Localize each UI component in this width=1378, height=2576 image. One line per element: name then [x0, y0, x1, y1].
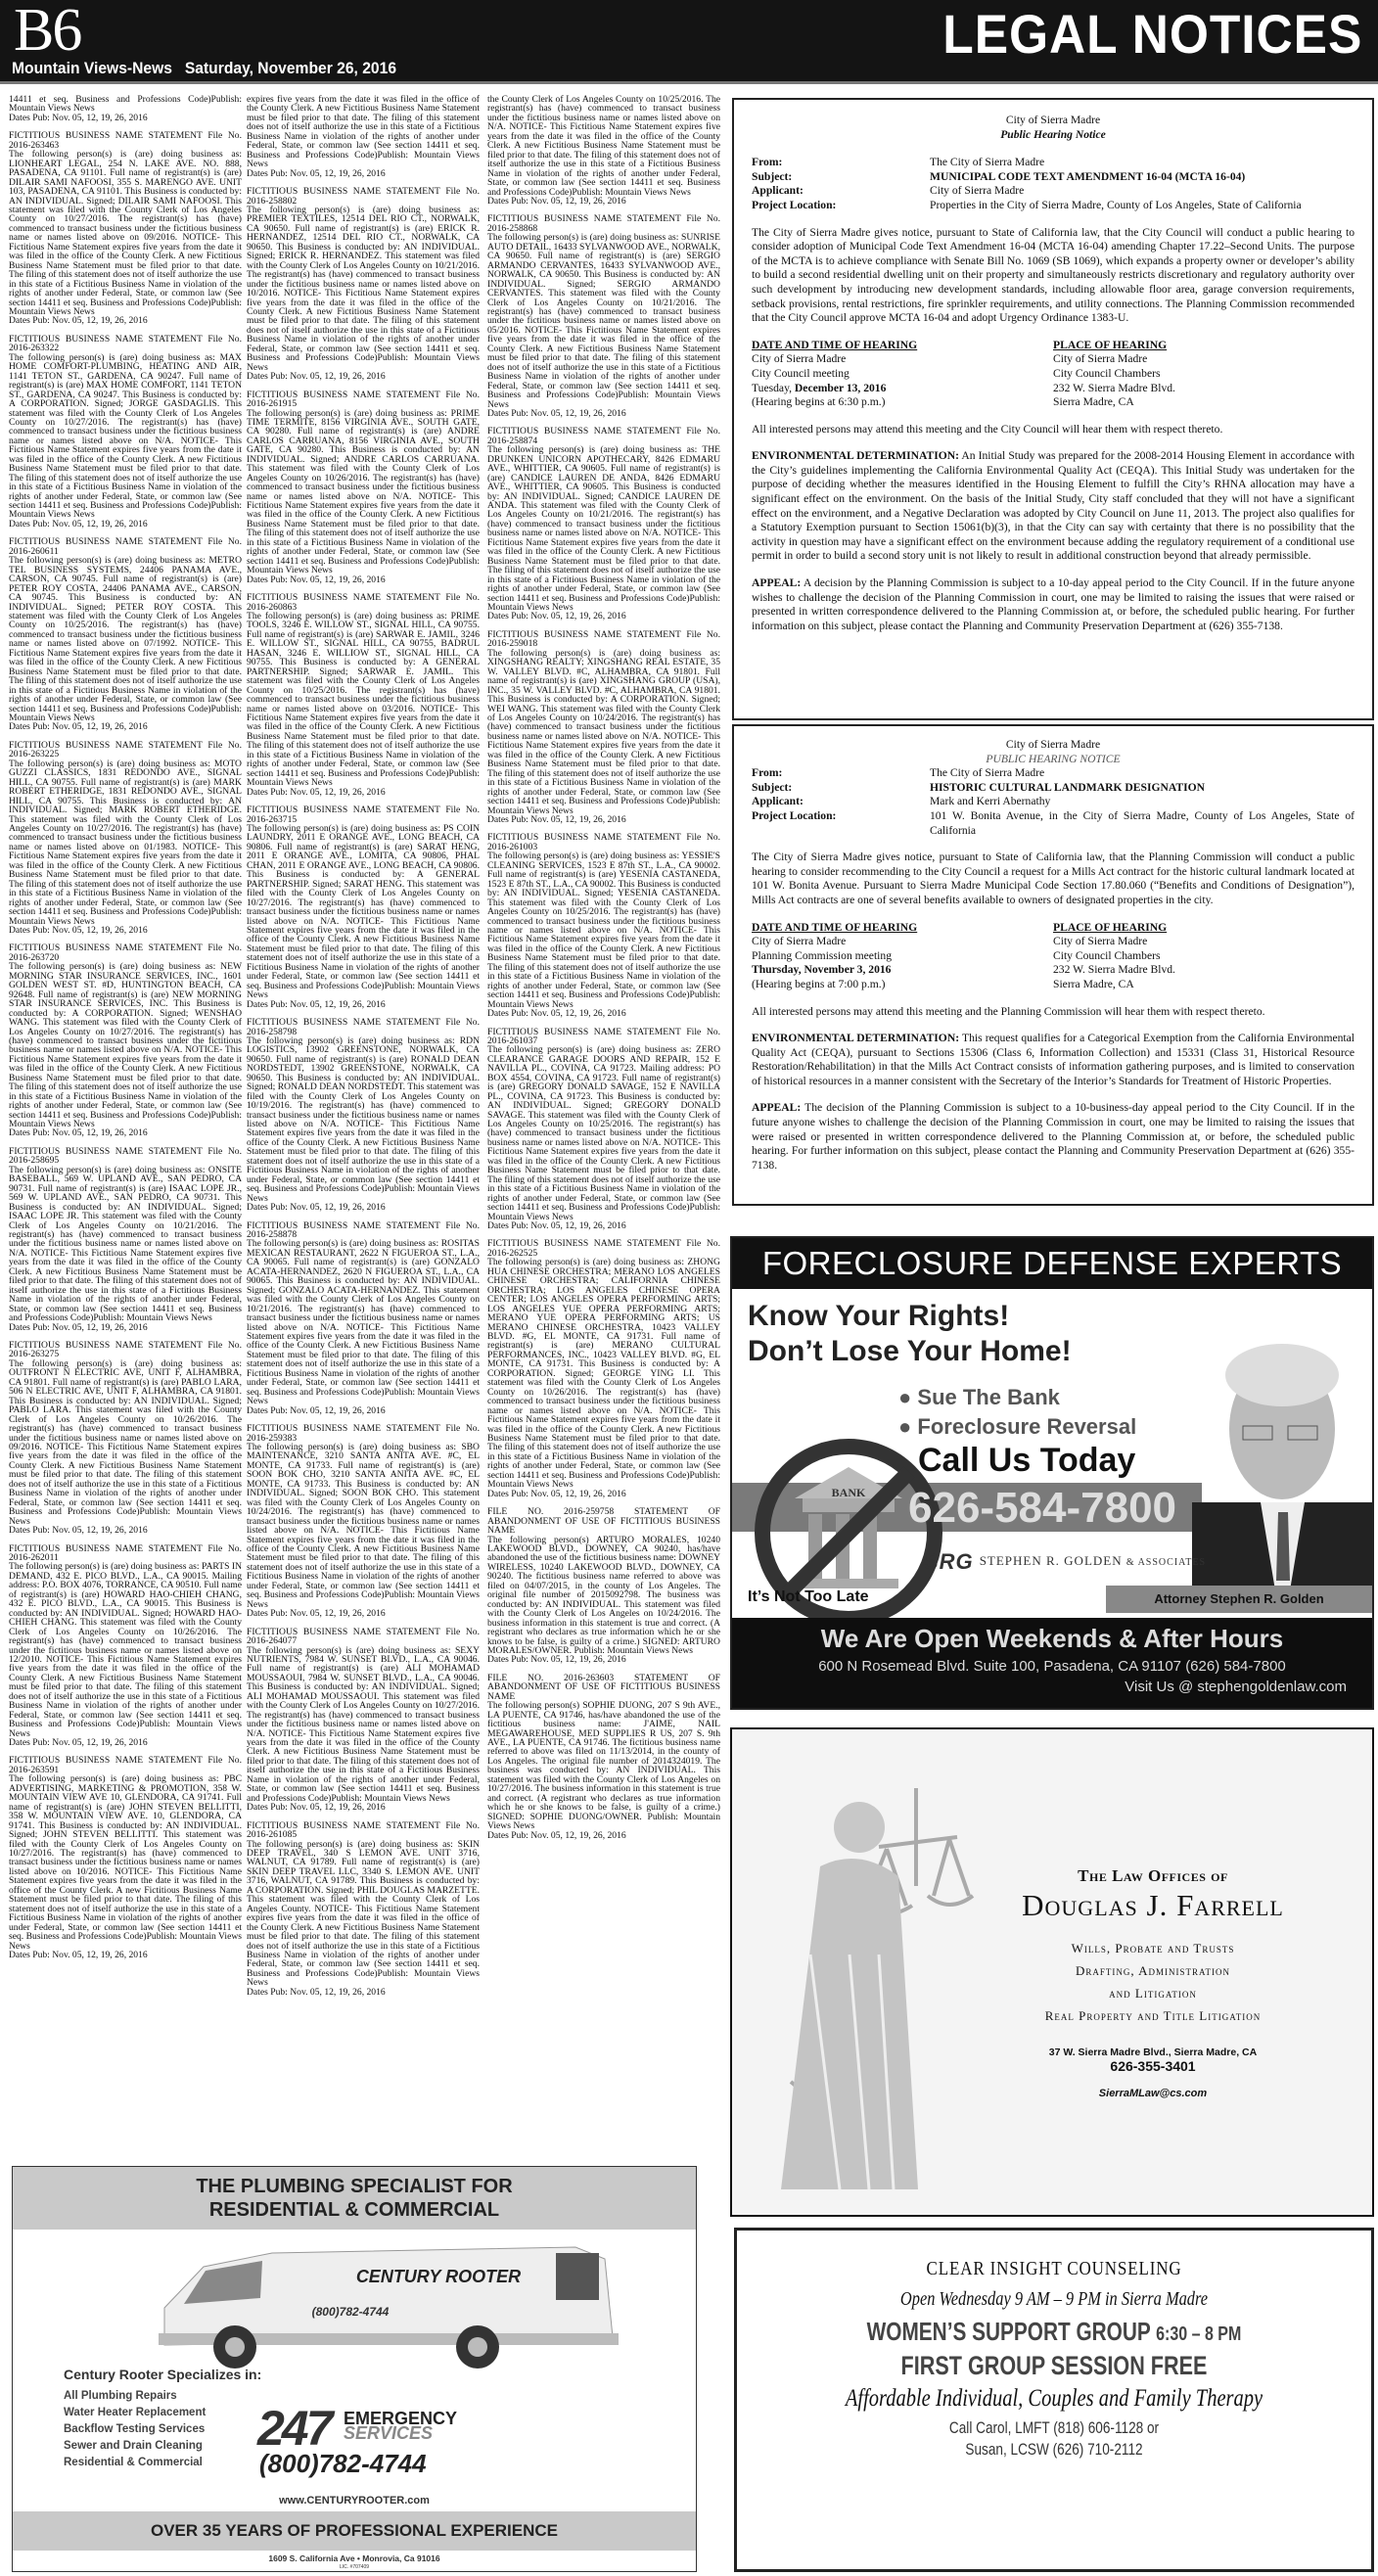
notice-heading: FICTITIOUS BUSINESS NAME STATEMENT File No. 2016-264077: [247, 1626, 480, 1647]
notice-heading: FICTITIOUS BUSINESS NAME STATEMENT File No. 2016-263463: [9, 130, 242, 151]
bullet-item: ● Foreclosure Reversal: [898, 1414, 1137, 1439]
date-line: [752, 382, 1053, 396]
page-number: B6: [14, 0, 81, 64]
notice-heading: FICTITIOUS BUSINESS NAME STATEMENT File No. 2016-263715: [247, 805, 480, 825]
notice-body: The following person(s) is (are) doing business as: METRO TEL BUSINESS SYSTEMS, 24406 PANAMA AVE., CARSON, CA 90745. Full name of registrant(s) is (are) PETER ROY COSTA, 24406 PANAMA AVE., CARSON, CA 90745. This Business is conducted by: AN INDIVIDUAL. Signed; PETER ROY COSTA. This statement was filed with the County Clerk of Los Angeles County on 10/25/2016. The registrant(s) has (have) commenced to transact business under the fictitious business name or names listed above on 07/1992.: [9, 555, 242, 650]
masthead: [0, 0, 1378, 84]
service-van-image: [145, 2239, 634, 2372]
appeal: [752, 1101, 1355, 1173]
publication-dates: Dates Pub: Nov. 05, 12, 19, 26, 2016: [487, 1829, 626, 1841]
date-line: City of Sierra Madre: [752, 935, 847, 948]
appeal-label: APPEAL:: [752, 576, 802, 590]
date-line: City Council meeting: [752, 366, 850, 380]
appeal-text: The decision of the Planning Commission is subject to a 10-business-day appeal period to the City Council. If in the future anyone wishes to challenge the decision of the Planning Commission in court, one may be limited to raising the issues that were raised or presented in written correspondence delivered to the Planning Commission at, or before, the scheduled public hearing. For further information on this subject, please contact the Planning and Community Preservation Department at (626) 355-7138.: [752, 1101, 1355, 1172]
notice-body: The following person(s) is (are) doing business as: ZERO CLEARANCE GARAGE DOORS AND REPAIR, 152 E NAVILLA PL., COVINA, CA 91723. Mailing address: PO BOX 4554, COVINA, CA 91723. Full name of registrant(s) is (are) GREGORY DONALD SAVAGE, 152 E NAVILLA PL., COVINA, CA 91723. This Business is conducted by: AN INDIVIDUAL. Signed; GREGORY DONALD SAVAGE. This statement was filed with the County Clerk of Los Angeles County on 10/25/2016. The registrant(s) has (have) commenced to transact business under the fictitious business name or names listed above on N/A.: [487, 1044, 720, 1148]
law-office-ad: [730, 1727, 1374, 2217]
place-line: City Council Chambers: [1053, 948, 1161, 962]
publication-dates: Dates Pub: Nov. 05, 12, 19, 26, 2016: [247, 998, 386, 1010]
plumbing-website[interactable]: www.CENTURYROOTER.com: [279, 2495, 430, 2507]
service-item: Drafting, Administration: [1075, 1963, 1231, 1978]
applicant-value: City of Sierra Madre: [930, 184, 1025, 198]
legal-notice: [487, 833, 720, 1018]
experience-banner: OVER 35 YEARS OF PROFESSIONAL EXPERIENCE: [13, 2511, 696, 2551]
location-label: Project Location:: [752, 198, 837, 211]
attend-text: All interested persons may attend this meeting and the Planning Commission will hear them with respect thereto.: [752, 1004, 1265, 1018]
notice-boilerplate: NOTICE- This Fictitious Name Statement expires five years from the date it was filed in the office of the County Clerk. A new Fictitious Business Name Statement must be filed prior to that date. The filing of this statement does not of itself authorize the use in this state of a Fictitious Business Name in violation of the rights of another under Federal, State, or common law (See section 14411 et seq. Business and Professions Code)Publish: Mountain Views News: [487, 730, 720, 816]
notice-body: The following person(s) is (are) doing business as: PREMIER TEXTILES, 12514 DEL RIO CT., NORWALK, CA 90650. Full name of registrant(s) is (are) ERICK R. HERNANDEZ, 12514 DEL RIO CT., NORWALK, CA 90650. This Business is conducted by: AN INDIVIDUAL. Signed; ERICK R. HERNANDEZ. This statement was filed with the County Clerk of Los Angeles County on 10/21/2016. The registrant(s) has (have) commenced to transact business under the fictitious business name or names listed above on 10/2016.: [247, 204, 480, 299]
legal-column-1: [9, 95, 242, 2160]
bank-label: BANK: [831, 1486, 866, 1499]
notice-boilerplate: NOTICE- This Fictitious Name Statement expires five years from the date it was filed in the office of the County Clerk. A new Fictitious Business Name Statement must be filed prior to that date. The filing of this statement does not of itself authorize the use in this state of a Fictitious Business Name in violation of the rights of another under Federal, State, or common law (See section 14411 et seq. Business and Professions Code)Publish: Mountain Views News: [9, 232, 242, 317]
section-title: LEGAL NOTICES: [942, 3, 1362, 65]
publication-dates: Dates Pub: Nov. 05, 12, 19, 26, 2016: [9, 112, 148, 123]
free-session: FIRST GROUP SESSION FREE: [900, 2351, 1208, 2380]
service-item: Wills, Probate and Trusts: [1071, 1941, 1235, 1955]
place-line: City Council Chambers: [1053, 366, 1161, 380]
notice-boilerplate: NOTICE- This Fictitious Name Statement expires five years from the date it was filed in the office of the County Clerk. A new Fictitious Business Name Statement must be filed prior to that date. The filing of this statement does not of itself authorize the use in this state of a Fictitious Business Name in violation of the rights of another under Federal, State, or common law (See section 14411 et seq. Business and Professions Code)Publish: Mountain Views News: [9, 1044, 242, 1130]
notice-heading: FICTITIOUS BUSINESS NAME STATEMENT File No. 2016-261915: [247, 389, 480, 410]
notice-body: the County Clerk of Los Angeles County on 10/25/2016. The registrant(s) has (have) commenced to transact business under the fictitious business name or names listed above on N/A.: [487, 95, 720, 133]
from-label: From:: [752, 156, 783, 169]
notice-heading: FICTITIOUS BUSINESS NAME STATEMENT File No. 2016-262525: [487, 1238, 720, 1259]
notice-body: The following person(s) is (are) doing business as: ZHONG HUA CHINESE ORCHESTRA; MERANO LOS ANGELES CHINESE ORCHESTRA; CALIFORNIA CHINESE ORCHESTRA; LOS ANGELES CHINESE OPERA CENTER; LOS ANGELES OPERA PERFORMING ARTS; LOS ANGELES YUE OPERA PERFORMING ARTS; MERANO YUE OPERA PERFORMING ARTS; US MERANO CHINESE ORCHESTRA, 10423 VALLEY BLVD. #G, EL MONTE, CA 91731. Full name of registrant(s) is (are) MERANO CULTURAL PERFORMANCES, INC., 10423 VALLEY BLVD. #G, EL MONTE, CA 91731. This Business is conducted by: A CORPORATION. Signed; GEORGE YING LI. This statement was filed with the County Clerk of Los Angeles County on 10/26/2016. The registrant(s) has (have) commenced to transact business under the fictitious business name or names listed above on N/A.: [487, 1257, 720, 1416]
counseling-hours: Open Wednesday 9 AM – 9 PM in Sierra Madre: [899, 2288, 1209, 2310]
hearing-date-block: [752, 339, 1053, 410]
hearing-notice-landmark: [732, 724, 1374, 1206]
place-line: Sierra Madre, CA: [1053, 977, 1134, 990]
notice-body: The following person(s) is (are) doing business as: PBC ADVERTISING, MARKETING & PROMOTION, 358 W. MOUNTAIN VIEW AVE 10, GLENDORA, CA 91741. Full name of registrant(s) is (are) JOHN STEVEN BELLITTI, 358 W. MOUNTAIN VIEW AVE. 10, GLENDORA, CA 91741. This Business is conducted by: AN INDIVIDUAL. Signed; JOHN STEVEN BELLITTI. This statement was filed with the County Clerk of Los Angeles County on 10/27/2016. The registrant(s) has (have) commenced to transact business under the fictitious business name or names listed above on 10/2016.: [9, 1773, 242, 1877]
specializes-heading: Century Rooter Specializes in:: [64, 2367, 262, 2382]
notice-boilerplate: NOTICE- This Fictitious Name Statement expires five years from the date it was filed in the office of the County Clerk. A new Fictitious Business Name Statement must be filed prior to that date. The filing of this statement does not of itself authorize the use in this state of a Fictitious Business Name in violation of the rights of another under Federal, State, or common law (See section 14411 et seq. Business and Professions Code)Publish: Mountain Views News: [487, 1136, 720, 1222]
notice-heading: FICTITIOUS BUSINESS NAME STATEMENT File No. 2016-259018: [487, 628, 720, 650]
headline-2: RESIDENTIAL & COMMERCIAL: [208, 2199, 500, 2221]
legal-notice: [247, 1628, 480, 1813]
law-office-prefix: The Law Offices of: [1078, 1866, 1228, 1885]
notice-heading: FICTITIOUS BUSINESS NAME STATEMENT File No. 2016-260611: [9, 536, 242, 557]
srg-logo: SRG: [924, 1549, 974, 1574]
notice-body: The following person(s) ARTURO MORALES, 10240 LAKEWOOD BLVD., DOWNEY, CA 90240, has/have abandoned the use of the fictitious business name: DOWNEY WIRELESS, 10240 LAKEWOOD BLVD., DOWNEY, CA 90240. The fictitious business name referred to above was filed on 04/07/2015, in the county of Los Angeles. The original file number of 2015092798. The business was conducted by: AN INDIVIDUAL. This statement was filed with the County Clerk of Los Angeles on 10/24/2016. The business information in this statement is true and correct. (A registrant who declares as true information which he or she knows to be false, is guilty of a crime.) SIGNED: ARTURO MORALES/OWNER. Publish: Mountain Views News: [487, 1534, 720, 1656]
notice-boilerplate: NOTICE- This Fictitious Name Statement expires five years from the date it was filed in the office of the County Clerk. A new Fictitious Business Name Statement must be filed prior to that date. The filing of this statement does not of itself authorize the use in this state of a Fictitious Business Name in violation of the rights of another under Federal, State, or common law (See section 14411 et seq. Business and Professions Code)Publish: Mountain Views News: [247, 1321, 480, 1407]
notice-heading: FICTITIOUS BUSINESS NAME STATEMENT File No. 2016-261085: [247, 1819, 480, 1841]
legal-notice: [247, 187, 480, 382]
place-line: 232 W. Sierra Madre Blvd.: [1053, 381, 1175, 394]
notice-heading: FICTITIOUS BUSINESS NAME STATEMENT File No. 2016-258868: [487, 213, 720, 234]
bullet-text: Foreclosure Reversal: [917, 1414, 1137, 1439]
notice-body: The following person(s) is (are) doing business as: PARTS IN DEMAND, 432 E. PICO BLVD., L.A., CA 90015. Mailing address: P.O. BOX 4076, TORRANCE, CA 90510. Full name of registrant(s) is (are) HOWARD HAO-CHIEH CHANG, 432 E. PICO BLVD., L.A., CA 90015. This Business is conducted by: AN INDIVIDUAL. Signed; HOWARD HAO-CHIEH CHANG. This statement was filed with the County Clerk of Los Angeles County on 10/26/2016. The registrant(s) has (have) commenced to transact business under the fictitious business name or names listed above on 12/2010.: [9, 1561, 242, 1665]
service-item: All Plumbing Repairs: [64, 2390, 177, 2402]
legal-notice: [247, 391, 480, 585]
issue-date: Saturday, November 26, 2016: [184, 59, 397, 77]
ad-address: 600 N Rosemead Blvd. Suite 100, Pasadena, CA 91107 (626) 584-7800: [818, 1658, 1286, 1675]
publication-dates: Dates Pub: Nov. 05, 12, 19, 26, 2016: [9, 1321, 148, 1333]
legal-notice: [247, 1821, 480, 1998]
support-group-label: WOMEN’S SUPPORT GROUP: [866, 2317, 1157, 2346]
notice-boilerplate: NOTICE- This Fictitious Name Statement expires five years from the date it was filed in the office of the County Clerk. A new Fictitious Business Name Statement must be filed prior to that date. The filing of this statement does not of itself authorize the use in this state of a Fictitious Business Name in violation of the rights of another under Federal, State, or common law (See section 14411 et seq. Business and Professions Code)Publish: Mountain Views News: [9, 841, 242, 927]
notice-body: The following person(s) is (are) doing business as: LIONHEART LEGAL, 254 N. LAKE AVE. NO. 888, PASADENA, CA 91101. Full name of registrant(s) is (are) DILAIR SAMI NAFOOSI, 355 S. MARENGO AVE. UNIT 103, PASADENA, CA 91101. This Business is conducted by: AN INDIVIDUAL. Signed; DILAIR SAMI NAFOOSI. This statement was filed with the County Clerk of Los Angeles County on 10/27/2016. The registrant(s) has (have) commenced to transact business under the fictitious business name or names listed above on 09/2016.: [9, 149, 242, 244]
notice-body: The following person(s) is (are) doing business as: NEW MORNING STAR INSURANCE SERVICES, INC., 1601 GOLDEN WEST ST. #D, HUNTINGTON BEACH, CA 92648. Full name of registrant(s) is (are) NEW MORNING STAR INSURANCE SERVICES, INC. This Business is conducted by: A CORPORATION. Signed; WENSHAO WANG. This statement was filed with the County Clerk of Los Angeles County on 10/27/2016. The registrant(s) has (have) commenced to transact business under the fictitious business name or names listed above on N/A.: [9, 961, 242, 1056]
service-item: and Litigation: [1109, 1986, 1197, 2001]
hearing-date-block: [752, 921, 1053, 992]
notice-body: The following person(s) is (are) doing business as: YESSIE'S CLEANING SERVICES, 1523 E 87th ST., L.A., CA 90002. Full name of registrant(s) is (are) YESENIA CASTANEDA, 1523 E 87th ST., L.A., CA 90002. This Business is conducted by: AN INDIVIDUAL. Signed; YESENIA CASTANEDA. This statement was filed with the County Clerk of Los Angeles County on 10/25/2016. The registrant(s) has (have) commenced to transact business under the fictitious business name or names listed above on N/A.: [487, 851, 720, 936]
van-phone: (800)782-4744: [311, 2305, 390, 2319]
hearing-place-block: [1053, 339, 1355, 410]
hearing-weekday: Tuesday,: [752, 381, 795, 394]
notice-boilerplate: NOTICE- This Fictitious Name Statement expires five years from the date it was filed in the office of the County Clerk. A new Fictitious Business Name Statement must be filed prior to that date. The filing of this statement does not of itself authorize the use in this state of a Fictitious Business Name in violation of the rights of another under Federal, State, or common law (See section 14411 et seq. Business and Professions Code)Publish: Mountain Views News: [247, 1727, 480, 1804]
notice-boilerplate: NOTICE- This Fictitious Name Statement expires five years from the date it was filed in the office of the County Clerk. A new Fictitious Business Name Statement must be filed prior to that date. The filing of this statement does not of itself authorize the use in this state of a Fictitious Business Name in violation of the rights of another under Federal, State, or common law (See section 14411 et seq. Business and Professions Code)Publish: Mountain Views News: [487, 324, 720, 410]
legal-notice: [9, 741, 242, 936]
publication-dates: Dates Pub: Nov. 05, 12, 19, 26, 2016: [247, 1202, 386, 1214]
env-determination: [752, 449, 1355, 564]
publication-dates: Dates Pub: Nov. 05, 12, 19, 26, 2016: [9, 315, 148, 327]
plumbing-phone[interactable]: (800)782-4744: [259, 2449, 427, 2478]
subject-label: Subject:: [752, 169, 793, 183]
notice-body: The following person(s) is (are) doing business as: SEXY NUTRIENTS, 7984 W. SUNSET BLVD., L.A., CA 90046. Full name of registrant(s) is (are) ALI MOHAMAD MOUSSAOUI, 7984 W. SUNSET BLVD., L.A., CA 90046. This Business is conducted by: AN INDIVIDUAL. Signed; ALI MOHAMAD MOUSSAOUI. This statement was filed with the County Clerk of Los Angeles County on 10/27/2016. The registrant(s) has (have) commenced to transact business under the fictitious business name or names listed above on N/A.: [247, 1644, 480, 1739]
publication-dates: Dates Pub: Nov. 05, 12, 19, 26, 2016: [487, 1008, 626, 1020]
legal-notice: [247, 593, 480, 797]
service-item: Real Property and Title Litigation: [1044, 2008, 1262, 2023]
legal-notice: [9, 943, 242, 1138]
service-item: Backflow Testing Services: [64, 2423, 206, 2435]
notice-heading: FILE NO. 2016-263603 STATEMENT OF ABANDONMENT OF USE OF FICTITIOUS BUSINESS NAME: [487, 1672, 720, 1702]
notice-boilerplate: NOTICE- This Fictitious Name Statement expires five years from the date it was filed in the office of the County Clerk. A new Fictitious Business Name Statement must be filed prior to that date. The filing of this statement does not of itself authorize the use in this state of a Fictitious Business Name in violation of the rights of another under Federal, State, or common law (See section 14411 et seq. Business and Professions Code)Publish: Mountain Views News: [9, 1441, 242, 1527]
notice-boilerplate: NOTICE- This Fictitious Name Statement expires five years from the date it was filed in the office of the County Clerk. A new Fictitious Business Name Statement must be filed prior to that date. The filing of this statement does not of itself authorize the use in this state of a Fictitious Business Name in violation of the rights of another under Federal, State, or common law (See section 14411 et seq. Business and Professions Code)Publish: Mountain Views News: [487, 924, 720, 1010]
notice-body: The following person(s) is (are) doing business as: ONSITE BASEBALL, 569 W. UPLAND AVE., SAN PEDRO, CA 90731. Full name of registrant(s) is (are) ISAAC LOPE JR., 569 W. UPLAND AVE., SAN PEDRO, CA 90731. This Business is conducted by: AN INDIVIDUAL. Signed; ISAAC LOPE JR. This statement was filed with the County Clerk of Los Angeles County on 10/21/2016. The registrant(s) has (have) commenced to transact business under the fictitious business name or names listed above on N/A.: [9, 1164, 242, 1259]
emergency-label: EMERGENCY: [344, 2409, 458, 2428]
publication-dates: Dates Pub: Nov. 05, 12, 19, 26, 2016: [247, 167, 386, 179]
law-phone[interactable]: 626-355-3401: [1110, 2058, 1196, 2074]
notice-body: The following person(s) is (are) doing business as: ROSITAS MEXICAN RESTAURANT, 2622 N FIGUEROA ST., L.A., CA 90065. Full name of registrant(s) is (are) GONZALO ACATA-HERNANDEZ, 2620 N FIGUEROA ST., L.A., CA 90065. This Business is conducted by: AN INDIVIDUAL. Signed; GONZALO ACATA-HERNANDEZ. This statement was filed with the County Clerk of Los Angeles County on 10/21/2016. The registrant(s) has (have) commenced to transact business under the fictitious business name or names listed above on N/A.: [247, 1238, 480, 1333]
publication-dates: Dates Pub: Nov. 05, 12, 19, 26, 2016: [487, 407, 626, 419]
publication-dates: Dates Pub: Nov. 05, 12, 19, 26, 2016: [247, 786, 386, 798]
subject-value: MUNICIPAL CODE TEXT AMENDMENT 16-04 (MCTA 16-04): [930, 169, 1246, 183]
notice-heading: FICTITIOUS BUSINESS NAME STATEMENT File No. 2016-258878: [247, 1219, 480, 1241]
legal-notice: [9, 1147, 242, 1332]
plumbing-ad: [12, 2166, 697, 2572]
env-determination: [752, 1032, 1355, 1088]
legal-notice: [9, 1756, 242, 1959]
legal-notice: [9, 131, 242, 326]
notice-body: The following person(s) is (are) doing business as: PRIME TIME TERMITE, 8156 VIRGINIA AVE., SOUTH GATE, CA 90280. Full name of registrant(s) is (are) ANDRE CARLOS CARRUANA, 8156 VIRGINIA AVE., SOUTH GATE, CA 90280. This Business is conducted by: AN INDIVIDUAL. Signed; ANDRE CARLOS CARRUANA. This statement was filed with the County Clerk of Los Angeles County on 10/26/2016. The registrant(s) has (have) commenced to transact business under the fictitious business name or names listed above on N/A.: [247, 407, 480, 502]
legal-notice: [247, 1018, 480, 1213]
from-value: The City of Sierra Madre: [930, 766, 1045, 780]
paper-dateline: [12, 59, 396, 78]
publication-dates: Dates Pub: Nov. 05, 12, 19, 26, 2016: [487, 1488, 626, 1499]
headline-1: THE PLUMBING SPECIALIST FOR: [196, 2176, 513, 2197]
ad-phone[interactable]: 626-584-7800: [908, 1484, 1177, 1532]
legal-notice: [9, 335, 242, 529]
call-us-today: Call Us Today: [918, 1442, 1136, 1479]
date-heading: DATE AND TIME OF HEARING: [752, 920, 918, 934]
notice-kind: PUBLIC HEARING NOTICE: [986, 752, 1121, 765]
notice-heading: FICTITIOUS BUSINESS NAME STATEMENT File No. 2016-263275: [9, 1340, 242, 1360]
publication-dates: Dates Pub: Nov. 05, 12, 19, 26, 2016: [247, 1802, 386, 1814]
notice-heading: FICTITIOUS BUSINESS NAME STATEMENT File No. 2016-262011: [9, 1542, 242, 1563]
legal-notice: [247, 95, 480, 178]
emergency-services: [344, 2409, 458, 2443]
publication-dates: Dates Pub: Nov. 05, 12, 19, 26, 2016: [9, 1127, 148, 1139]
service-item: Residential & Commercial: [64, 2457, 203, 2468]
notice-boilerplate: NOTICE- This Fictitious Name Statement expires five years from the date it was filed in the office of the County Clerk. A new Fictitious Business Name Statement must be filed prior to that date. The filing of this statement does not of itself authorize the use in this state of a Fictitious Business Name in violation of the rights of another under Federal, State, or common law (See section 14411 et seq. Business and Professions Code)Publish: Mountain Views News: [9, 1247, 242, 1324]
notice-heading: FICTITIOUS BUSINESS NAME STATEMENT File No. 2016-258874: [487, 426, 720, 446]
notice-body: The following person(s) is (are) doing business as: SUNRISE AUTO DETAIL, 16433 SYLVANWOOD AVE., NORWALK, CA 90650. Full name of registrant(s) is (are) SERGIO ARMANDO CERVANTES, 16433 SYLVANWOOD AVE., NORWALK, CA 90650. This Business is conducted by: AN INDIVIDUAL. Signed; SERGIO ARMANDO CERVANTES. This statement was filed with the County Clerk of Los Angeles County on 10/21/2016. The registrant(s) has (have) commenced to transact business under the fictitious business name or names listed above on 05/2016.: [487, 232, 720, 336]
notice-heading: FICTITIOUS BUSINESS NAME STATEMENT File No. 2016-263591: [9, 1755, 242, 1775]
counseling-ad: [734, 2228, 1374, 2572]
publication-dates: Dates Pub: Nov. 05, 12, 19, 26, 2016: [487, 611, 626, 622]
open-hours: We Are Open Weekends & After Hours: [820, 1624, 1284, 1653]
law-email[interactable]: SierraMLaw@cs.com: [1098, 2088, 1208, 2099]
notice-body: The following person(s) is (are) doing business as: OUTFRONT N ELECTRIC AVE, UNIT F, ALHAMBRA, CA 91801. Full name of registrant(s) is (are) PABLO LARA, 506 N ELECTRIC AVE, UNIT F, ALHAMBRA, CA 91801. This Business is conducted by: AN INDIVIDUAL. Signed; PABLO LARA. This statement was filed with the County Clerk of Los Angeles County on 10/26/2016. The registrant(s) has (have) commenced to transact business under the fictitious business name or names listed above on 09/2016.: [9, 1357, 242, 1452]
bullet-item: ● Sue The Bank: [898, 1385, 1060, 1409]
publication-dates: Dates Pub: Nov. 05, 12, 19, 26, 2016: [9, 518, 148, 529]
applicant-value: Mark and Kerri Abernathy: [930, 795, 1051, 808]
notice-heading: FICTITIOUS BUSINESS NAME STATEMENT File No. 2016-258802: [247, 186, 480, 207]
plumbing-address: 1609 S. California Ave • Monrovia, Ca 91016: [268, 2553, 440, 2563]
legal-notice: [487, 214, 720, 418]
legal-notice: [9, 537, 242, 732]
firm-logo: [924, 1549, 1206, 1575]
notice-body: 14411 et seq. Business and Professions Code)Publish: Mountain Views News: [9, 95, 242, 115]
notice-body: The following person(s) is (are) doing business as: PS COIN LAUNDRY, 2011 E ORANGE AVE., LONG BEACH, CA 90806. Full name of registrant(s) is (are) SARAT HENG, 2011 E ORANGE AVE., LOMITA, CA 90806, PHAL CHAN, 2011 E ORANGE AVE., LONG BEACH, CA 90806. This Business is conducted by: A GENERAL PARTNERSHIP. Signed; SARAT HENG. This statement was filed with the County Clerk of Los Angeles County on 10/27/2016. The registrant(s) has (have) commenced to transact business under the fictitious business name or names listed above on N/A.: [247, 822, 480, 927]
legal-notice: [487, 1507, 720, 1665]
notice-body: The following person(s) is (are) doing business as: THE DRUNKEN UNICORN APOTHECARY, 8426 EDMARU AVE., WHITTIER, CA 90605. Full name of registrant(s) is (are) CANDICE LAUREN DE ANDA, 8426 EDMARU AVE., WHITTIER, CA 90605. This Business is conducted by: AN INDIVIDUAL. Signed; CANDICE LAUREN DE ANDA. This statement was filed with the County Clerk of Los Angeles County on 10/21/2016. The registrant(s) has (have) commenced to transact business under the fictitious business name or names listed above on N/A.: [487, 444, 720, 539]
notice-boilerplate: NOTICE- This Fictitious Name Statement expires five years from the date it was filed in the office of the County Clerk. A new Fictitious Business Name Statement must be filed prior to that date. The filing of this statement does not of itself authorize the use in this state of a Fictitious Business Name in violation of the rights of another under Federal, State, or common law (See section 14411 et seq. Business and Professions Code)Publish: Mountain Views News: [247, 490, 480, 576]
paper-name: Mountain Views-News: [12, 59, 172, 77]
attend-text: All interested persons may attend this meeting and the City Council will hear them with respect thereto.: [752, 422, 1223, 436]
counseling-name: CLEAR INSIGHT COUNSELING: [926, 2258, 1182, 2279]
env-label: ENVIRONMENTAL DETERMINATION:: [752, 1032, 960, 1045]
firm-name-2: & ASSOCIATES: [1125, 1556, 1207, 1568]
place-heading: PLACE OF HEARING: [1053, 920, 1168, 934]
env-text: This request qualifies for a Categorical Exemption from the California Environmental Quality Act (CEQA), pursuant to Sections 15306 (Class 6, Information Collection) and 15331 (Class 31, Historical Resource Restoration/Rehabilitation) in that the Mills Act Contract consists of information gathering purposes, and is limited to conservation of historical resources in a manner consistent with the Secretary of the Interior’s Standards for Treatment of Historic Properties.: [752, 1032, 1355, 1087]
notice-boilerplate: NOTICE- This Fictitious Name Statement expires five years from the date it was filed in the office of the County Clerk. A new Fictitious Business Name Statement must be filed prior to that date. The filing of this statement does not of itself authorize the use in this state of a Fictitious Business Name in violation of the rights of another under Federal, State, or common law (See section 14411 et seq. Business and Professions Code)Publish: Mountain Views News: [9, 638, 242, 723]
law-office-text: [947, 1866, 1358, 2099]
hearing-notice-mcta: [732, 98, 1374, 720]
notice-body: The following person(s) is (are) doing business as: PRIME TOOLS, 3246 E. WILLOW ST., SIGNAL HILL, CA 90755. Full name of registrant(s) is (are) SARWAR E. JAMIL, 3246 E. WILLOW ST., SIGNAL HILL, CA 90755, BADRUL HASAN, 3246 E. WILLIOW ST., SIGNAL HILL, CA 90755. This Business is conducted by: A GENERAL PARTNERSHIP. Signed; SARWAR E. JAMIL. This statement was filed with the County Clerk of Los Angeles County on 10/25/2016. The registrant(s) has (have) commenced to transact business under the fictitious business name or names listed above on 03/2016.: [247, 611, 480, 714]
location-label: Project Location:: [752, 808, 837, 822]
env-text: An Initial Study was prepared for the 2008-2014 Housing Element in accordance with the City’s guidelines implementing the California Environmental Quality Act (CEQA). This Initial Study was undertaken for the purpose of deciding whether the measures identified in the Housing Element to fulfill the City’s RHNA allocation may have a significant effect on the environment. On the basis of the Initial Study, City staff concluded that they will not have a significant effect on the environment, and a Negative Declaration was adopted by City Council on June 11, 2013. The project also qualifies for a Statutory Exemption pursuant to Section 15061(b)(3), in that the City can say with certainty that there is no possibility that the activity in question may have a significant effect on the environment because adding the regulatory requirement of a conditional use permit in order to build a second story unit is not likely to result in additional construction beyond that already permissible.: [752, 449, 1355, 563]
appeal-label: APPEAL:: [752, 1101, 802, 1115]
notice-boilerplate: NOTICE- This Fictitious Name Statement expires five years from the date it was filed in the office of the County Clerk. A new Fictitious Business Name Statement must be filed prior to that date. The filing of this statement does not of itself authorize the use in this state of a Fictitious Business Name in violation of the rights of another under Federal, State, or common law (See section 14411 et seq. Business and Professions Code)Publish: Mountain Views News: [9, 1865, 242, 1952]
ad-headline: [748, 1299, 1072, 1369]
applicant-label: Applicant:: [752, 184, 804, 198]
ad-footer: [732, 1618, 1372, 1710]
notice-body: The following person(s) is (are) doing business as: SBO MAINTENANCE, 3210 SANTA ANITA AVE. #C, EL MONTE, CA 91733. Full name of registrant(s) is (are) SOON BOK CHO, 3210 SANTA ANITA AVE. #C, EL MONTE, CA 91733. This Business is conducted by: AN INDIVIDUAL. Signed; SOON BOK CHO. This statement was filed with the County Clerk of Los Angeles County on 10/24/2016. The registrant(s) has (have) commenced to transact business under the fictitious business name or names listed above on N/A.: [247, 1441, 480, 1537]
bullet-text: Sue The Bank: [917, 1385, 1060, 1409]
law-address: 37 W. Sierra Madre Blvd., Sierra Madre, CA: [1048, 2047, 1258, 2058]
plumbing-license: LIC. #707409: [339, 2564, 370, 2570]
hearing-date: Thursday, November 3, 2016: [752, 963, 892, 977]
legal-notice: [9, 1544, 242, 1748]
place-line: 232 W. Sierra Madre Blvd.: [1053, 963, 1175, 977]
legal-notice: [487, 630, 720, 825]
legal-notice: [9, 95, 242, 122]
publication-dates: Dates Pub: Nov. 05, 12, 19, 26, 2016: [247, 1986, 386, 1998]
date-line: Planning Commission meeting: [752, 948, 892, 962]
from-value: The City of Sierra Madre: [930, 156, 1045, 169]
notice-boilerplate: NOTICE- This Fictitious Name Statement expires five years from the date it was filed in the office of the County Clerk. A new Fictitious Business Name Statement must be filed prior to that date. The filing of this statement does not of itself authorize the use in this state of a Fictitious Business Name in violation of the rights of another under Federal, State, or common law (See section 14411 et seq. Business and Professions Code)Publish: Mountain Views News: [247, 1525, 480, 1610]
from-label: From:: [752, 766, 783, 780]
publication-dates: Dates Pub: Nov. 05, 12, 19, 26, 2016: [247, 1404, 386, 1416]
publication-dates: Dates Pub: Nov. 05, 12, 19, 26, 2016: [247, 371, 386, 383]
ad-bullets: [898, 1383, 1136, 1442]
not-too-late: It’s Not Too Late: [748, 1588, 869, 1605]
notice-city: City of Sierra Madre: [1005, 738, 1101, 751]
notice-heading: FICTITIOUS BUSINESS NAME STATEMENT File No. 2016-258695: [9, 1145, 242, 1167]
support-group-time: 6:30 – 8 PM: [1156, 2323, 1242, 2345]
legal-notice: [247, 1221, 480, 1416]
location-value: 101 W. Bonita Avenue, in the City of Sierra Madre, County of Los Angeles, State of California: [930, 808, 1355, 837]
attorney-photo: [1192, 1336, 1374, 1590]
ad-website[interactable]: Visit Us @ stephengoldenlaw.com: [1125, 1679, 1347, 1695]
notice-boilerplate: NOTICE- This Fictitious Name Statement expires five years from the date it was filed in the office of the County Clerk. A new Fictitious Business Name Statement must be filed prior to that date. The filing of this statement does not of itself authorize the use in this state of a Fictitious Business Name in violation of the rights of another under Federal, State, or common law (See section 14411 et seq. Business and Professions Code)Publish: Mountain Views News: [487, 528, 720, 614]
notice-boilerplate: NOTICE- This Fictitious Name Statement expires five years from the date it was filed in the office of the County Clerk. A new Fictitious Business Name Statement must be filed prior to that date. The filing of this statement does not of itself authorize the use in this state of a Fictitious Business Name in violation of the rights of another under Federal, State, or common law (See section 14411 et seq. Business and Professions Code)Publish: Mountain Views News: [9, 1653, 242, 1739]
date-line: City of Sierra Madre: [752, 352, 847, 366]
env-label: ENVIRONMENTAL DETERMINATION:: [752, 449, 959, 463]
legal-notice: [487, 1674, 720, 1840]
place-line: Sierra Madre, CA: [1053, 395, 1134, 409]
contact-carol[interactable]: Call Carol, LMFT (818) 606-1128 or: [948, 2418, 1160, 2437]
notice-body: The following person(s) is (are) doing business as: MAX HOME COMFORT-PLUMBING, HEATING AND AIR, 1141 TETON ST., GARDENA, CA 90247. Full name of registrant(s) is (are) MAX HOME COMFORT, 1141 TETON ST., GARDENA, CA 90247. This Business is conducted by: A CORPORATION. Signed; JORGE GASDAGLIS. This statement was filed with the County Clerk of Los Angeles County on 10/27/2016. The registrant(s) has (have) commenced to transact business under the fictitious business name or names listed above on N/A.: [9, 351, 242, 446]
publication-dates: Dates Pub: Nov. 05, 12, 19, 26, 2016: [487, 195, 626, 207]
applicant-label: Applicant:: [752, 795, 804, 808]
notice-boilerplate: NOTICE- This Fictitious Name Statement expires five years from the date it was filed in the office of the County Clerk. A new Fictitious Business Name Statement must be filed prior to that date. The filing of this statement does not of itself authorize the use in this state of a Fictitious Business Name in violation of the rights of another under Federal, State, or common law (See section 14411 et seq. Business and Professions Code)Publish: Mountain Views News: [487, 121, 720, 198]
services-label: SERVICES: [344, 2423, 434, 2443]
ad-headline-1: Know Your Rights!: [748, 1300, 1010, 1332]
date-line: (Hearing begins at 7:00 p.m.): [752, 977, 886, 990]
publication-dates: Dates Pub: Nov. 05, 12, 19, 26, 2016: [9, 1737, 148, 1749]
therapy-tagline: Affordable Individual, Couples and Family Therapy: [845, 2385, 1263, 2412]
notice-boilerplate: NOTICE- This Fictitious Name Statement expires five years from the date it was filed in the office of the County Clerk. A new Fictitious Business Name Statement must be filed prior to that date. The filing of this statement does not of itself authorize the use in this state of a Fictitious Business Name in violation of the rights of another under Federal, State, or common law (See section 14411 et seq. Business and Professions Code)Publish: Mountain Views News: [247, 703, 480, 789]
appeal-text: A decision by the Planning Commission is subject to a 10-day appeal period to the City Council. If in the future anyone wishes to challenge the decision of the Planning Commission in court, one may be limited to raising the issues that were raised or presented in written correspondence delivered to the Planning Commission at, or before, the scheduled public hearing. For further information on this subject, please contact the Planning and Community Preservation Department at (626) 355-7138.: [752, 576, 1355, 632]
subject-label: Subject:: [752, 780, 793, 794]
publication-dates: Dates Pub: Nov. 05, 12, 19, 26, 2016: [247, 1608, 386, 1620]
notice-heading: FICTITIOUS BUSINESS NAME STATEMENT File No. 2016-261003: [487, 832, 720, 852]
notice-heading: FICTITIOUS BUSINESS NAME STATEMENT File No. 2016-263322: [9, 333, 242, 354]
foreclosure-defense-ad: [730, 1236, 1374, 1710]
notice-intro: The City of Sierra Madre gives notice, pursuant to State of California law, that the Planning Commission will conduct a public hearing to consider recommending to the City Council a request for a Mills Act contract for the historic cultural landmark located at 101 W. Bonita Avenue. Pursuant to Sierra Madre Municipal Code Section 17.80.060 (“Benefits and Conditions of Designation”), Mills Act contracts are one of several benefits available to owners of designated properties in the city.: [752, 851, 1355, 906]
date-line: (Hearing begins at 6:30 p.m.): [752, 395, 886, 409]
legal-column-2: [247, 95, 480, 2160]
notice-heading: FICTITIOUS BUSINESS NAME STATEMENT File No. 2016-259383: [247, 1423, 480, 1444]
notice-body: expires five years from the date it was filed in the office of the County Clerk. A new Fictitious Business Name Statement must be filed prior to that date. The filing of this statement does not of itself authorize the use in this state of a Fictitious Business Name in violation of the rights of another under Federal, State, or common law (See section 14411 et seq. Business and Professions Code)Publish: Mountain Views News: [247, 95, 480, 170]
notice-boilerplate: NOTICE- This Fictitious Name Statement expires five years from the date it was filed in the office of the County Clerk. A new Fictitious Business Name Statement must be filed prior to that date. The filing of this statement does not of itself authorize the use in this state of a Fictitious Business Name in violation of the rights of another under Federal, State, or common law (See section 14411 et seq. Business and Professions Code)Publish: Mountain Views News: [247, 915, 480, 1001]
legal-notice: [9, 1341, 242, 1536]
notice-boilerplate: NOTICE- This Fictitious Name Statement expires five years from the date it was filed in the office of the County Clerk. A new Fictitious Business Name Statement must be filed prior to that date. The filing of this statement does not of itself authorize the use in this state of a Fictitious Business Name in violation of the rights of another under Federal, State, or common law (See section 14411 et seq. Business and Professions Code)Publish: Mountain Views News: [487, 1404, 720, 1491]
publication-dates: Dates Pub: Nov. 05, 12, 19, 26, 2016: [9, 924, 148, 936]
ad-headline-2: Don’t Lose Your Home!: [748, 1335, 1072, 1367]
plumbing-headline: [13, 2167, 696, 2230]
van-brand: CENTURY ROOTER: [355, 2267, 522, 2286]
place-heading: PLACE OF HEARING: [1053, 338, 1168, 351]
hearing-date: December 13, 2016: [794, 381, 887, 394]
notice-body: The following person(s) is (are) doing business as: MOTO GUZZI CLASSICS, 1831 REDONDO AVE., SIGNAL HILL, CA 90755. Full name of registrant(s) is (are) MARK ROBERT ETHERIDGE, 1831 REDONDO AVE., SIGNAL HILL, CA 90755. This Business is conducted by: AN INDIVIDUAL. Signed; MARK ROBERT ETHERIDGE. This statement was filed with the County Clerk of Los Angeles County on 10/27/2016. The registrant(s) has (have) commenced to transact business under the fictitious business name or names listed above on 01/1983.: [9, 758, 242, 852]
notice-body: The following person(s) is (are) doing business as: RDN LOGISTICS, 13902 GREENSTONE, NORWALK, CA 90650. Full name of registrant(s) is (are) RONALD DEAN NORDSTEDT, 13902 GREENSTONE, NORWALK, CA 90650. This Business is conducted by: AN INDIVIDUAL. Signed; RONALD DEAN NORDSTEDT. This statement was filed with the County Clerk of Los Angeles County on 10/19/2016. The registrant(s) has (have) commenced to transact business under the fictitious business name or names listed above on N/A.: [247, 1035, 480, 1130]
notice-body: The following person(s) is (are) doing business as: SKIN DEEP TRAVEL, 340 S LEMON AVE. UNIT 3716, WALNUT, CA 91789. Full name of registrant(s) is (are) SKIN DEEP TRAVEL LLC, 3340 S. LEMON AVE. UNIT 3716, WALNUT, CA 91789. This Business is conducted by: A CORPORATION. Signed; PHIL DOUGLAS MARZETTE. This statement was filed with the County Clerk of Los Angeles County.: [247, 1838, 480, 1914]
place-line: City of Sierra Madre: [1053, 935, 1148, 948]
publication-dates: Dates Pub: Nov. 05, 12, 19, 26, 2016: [9, 1525, 148, 1537]
firm-name: STEPHEN R. GOLDEN: [979, 1552, 1123, 1568]
legal-notice: [487, 427, 720, 621]
contact-susan[interactable]: Susan, LCSW (626) 710-2112: [965, 2440, 1143, 2459]
services-list: [947, 1937, 1358, 2027]
publication-dates: Dates Pub: Nov. 05, 12, 19, 26, 2016: [487, 1654, 626, 1666]
notice-intro: The City of Sierra Madre gives notice, pursuant to State of California law, that the City Council will conduct a public hearing to consider adoption of Municipal Code Text Amendment 16-04 (MCTA 16-04) amending Chapter 17.22–Second Units. The purpose of the MCTA is to achieve compliance with Senate Bill No. 1069 (SB 1069), which expands a property owner or developer’s ability to build a second residential dwelling unit on their property and simultaneously restricts discretionary and regulatory authority over such development by introducing new development standards, including allowable floor area, garage conversion requirements, setback provisions, rental restrictions, fire sprinkler requirements, and utility connections. The Planning Commission recommended that the City Council approve MCTA 16-04 and adopt Urgency Ordinance 1383-U.: [752, 225, 1355, 325]
appeal: [752, 576, 1355, 633]
subject-value: HISTORIC CULTURAL LANDMARK DESIGNATION: [930, 780, 1205, 794]
legal-notice: [487, 95, 720, 206]
notice-kind: Public Hearing Notice: [1000, 127, 1106, 141]
attorney-caption: Attorney Stephen R. Golden: [1106, 1586, 1372, 1613]
attorney-name: Douglas J. Farrell: [1022, 1888, 1284, 1922]
publication-dates: Dates Pub: Nov. 05, 12, 19, 26, 2016: [9, 721, 148, 733]
location-value: Properties in the City of Sierra Madre, County of Los Angeles, State of California: [930, 198, 1302, 211]
notice-heading: FICTITIOUS BUSINESS NAME STATEMENT File No. 2016-258798: [247, 1017, 480, 1037]
notice-boilerplate: NOTICE- This Fictitious Name Statement expires five years from the date it was filed in the office of the County Clerk. A new Fictitious Business Name Statement must be filed prior to that date. The filing of this statement does not of itself authorize the use in this state of a Fictitious Business Name in violation of the rights of another under Federal, State, or common law (See section 14411 et seq. Business and Professions Code)Publish: Mountain Views News: [247, 288, 480, 373]
publication-dates: Dates Pub: Nov. 05, 12, 19, 26, 2016: [487, 1220, 626, 1232]
notice-heading: FILE NO. 2016-259758 STATEMENT OF ABANDONMENT OF USE OF FICTITIOUS BUSINESS NAME: [487, 1506, 720, 1537]
notice-heading: FICTITIOUS BUSINESS NAME STATEMENT File No. 2016-261037: [487, 1026, 720, 1046]
legal-column-3: [487, 95, 720, 2160]
notice-heading: FICTITIOUS BUSINESS NAME STATEMENT File No. 2016-263720: [9, 943, 242, 963]
emergency-247: 247: [257, 2401, 331, 2456]
notice-body: The following person(s) is (are) doing business as: XINGSHANG REALTY; XINGSHANG REAL ESTATE, 35 W. VALLEY BLVD. #C, ALHAMBRA, CA 91801. Full name of registrant(s) is (are) XINGSHANG GROUP (USA), INC., 35 W. VALLEY BLVD. #C, ALHAMBRA, CA 91801. This Business is conducted by: A CORPORATION. Signed; WEI WANG. This statement was filed with the County Clerk of Los Angeles County on 10/24/2016. The registrant(s) has (have) commenced to transact business under the fictitious business name or names listed above on N/A.: [487, 647, 720, 742]
notice-city: City of Sierra Madre: [1005, 114, 1101, 126]
legal-notice: [487, 1239, 720, 1498]
service-item: Water Heater Replacement: [64, 2407, 207, 2418]
ad-title: FORECLOSURE DEFENSE EXPERTS: [732, 1238, 1372, 1289]
service-item: Sewer and Drain Cleaning: [64, 2440, 203, 2452]
notice-body: The following person(s) SOPHIE DUONG, 207 S 9th AVE., LA PUENTE, CA 91746, has/have abandoned the use of the fictitious business name: J'AIME, NAIL MEGAWAREHOUSE, MED SUPPLIES R US, 207 S. 9th AVE., LA PUENTE, CA 91746. The fictitious business name referred to above was filed on 11/13/2014, in the county of Los Angeles. The original file number of 2014324019. The business was conducted by: AN INDIVIDUAL. This statement was filed with the County Clerk of Los Angeles on 10/27/2016. The business information in this statement is true and correct. (A registrant who declares as true information which he or she knows to be false, is guilty of a crime.) SIGNED: SOPHIE DUONG/OWNER. Publish: Mountain Views News: [487, 1700, 720, 1832]
support-group: [801, 2317, 1308, 2347]
notice-heading: FICTITIOUS BUSINESS NAME STATEMENT File No. 2016-263225: [9, 739, 242, 760]
publication-dates: Dates Pub: Nov. 05, 12, 19, 26, 2016: [487, 813, 626, 825]
date-heading: DATE AND TIME OF HEARING: [752, 338, 918, 351]
notice-heading: FICTITIOUS BUSINESS NAME STATEMENT File No. 2016-260863: [247, 592, 480, 613]
hearing-place-block: [1053, 921, 1355, 992]
legal-notice: [247, 805, 480, 1009]
legal-notice: [247, 1424, 480, 1619]
notice-boilerplate: NOTICE- This Fictitious Name Statement expires five years from the date it was filed in the office of the County Clerk. A new Fictitious Business Name Statement must be filed prior to that date. The filing of this statement does not of itself authorize the use in this state of a Fictitious Business Name in violation of the rights of another under Federal, State, or common law (See section 14411 et seq. Business and Professions Code)Publish: Mountain Views News: [247, 1903, 480, 1989]
place-line: City of Sierra Madre: [1053, 352, 1148, 366]
publication-dates: Dates Pub: Nov. 05, 12, 19, 26, 2016: [9, 1950, 148, 1960]
publication-dates: Dates Pub: Nov. 05, 12, 19, 26, 2016: [247, 574, 386, 585]
legal-notice: [487, 1028, 720, 1231]
notice-boilerplate: NOTICE- This Fictitious Name Statement expires five years from the date it was filed in the office of the County Clerk. A new Fictitious Business Name Statement must be filed prior to that date. The filing of this statement does not of itself authorize the use in this state of a Fictitious Business Name in violation of the rights of another under Federal, State, or common law (See section 14411 et seq. Business and Professions Code)Publish: Mountain Views News: [9, 435, 242, 521]
notice-boilerplate: NOTICE- This Fictitious Name Statement expires five years from the date it was filed in the office of the County Clerk. A new Fictitious Business Name Statement must be filed prior to that date. The filing of this statement does not of itself authorize the use in this state of a Fictitious Business Name in violation of the rights of another under Federal, State, or common law (See section 14411 et seq. Business and Professions Code)Publish: Mountain Views News: [247, 1119, 480, 1204]
